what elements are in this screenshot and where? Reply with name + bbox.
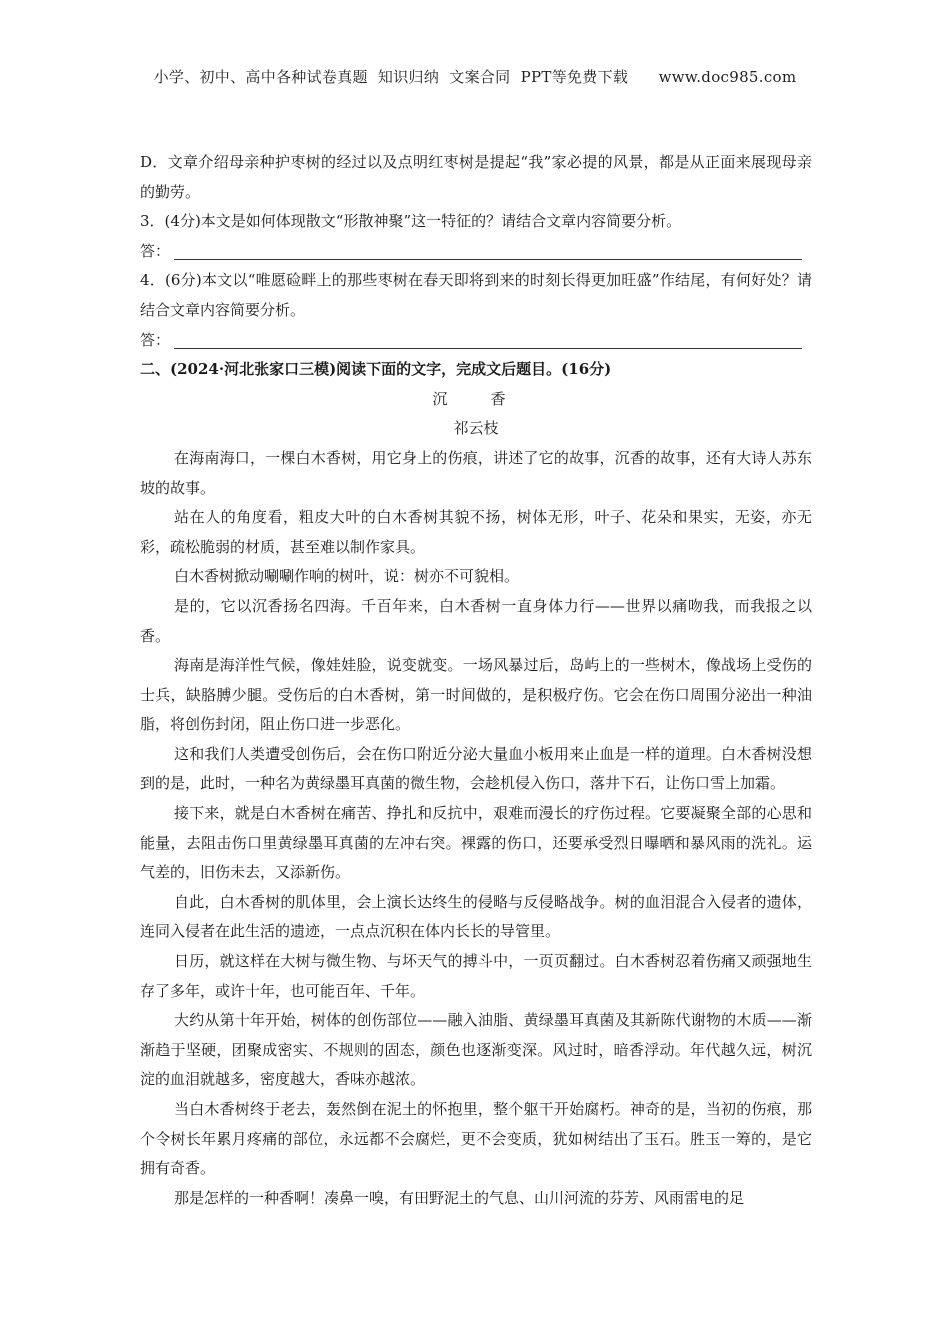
answer-rule <box>174 332 802 349</box>
article-paragraph: 白木香树掀动唰唰作响的树叶，说：树亦不可貌相。 <box>174 567 520 586</box>
page-header: 小学、初中、高中各种试卷真题 知识归纳 文案合同 PPT等免费下载 www.doc985.com <box>153 68 797 86</box>
article-paragraph: 在海南海口，一棵白木香树，用它身上的伤痕，讲述了它的故事，沉香的故事，还有大诗人苏东坡的故事。 <box>140 448 812 497</box>
article-title: 沉 香 <box>432 389 520 408</box>
document-body <box>140 148 812 1213</box>
article-paragraph: 接下来，就是白木香树在痛苦、挣扎和反抗中，艰难而漫长的疗伤过程。它要凝聚全部的心思和能量，去阻击伤口里黄绿墨耳真菌的左冲右突。裸露的伤口，还要承受烈日曝晒和暴风雨的洗礼。运气差的，旧伤未去，又添新伤。 <box>140 804 812 882</box>
article-paragraph: 当白木香树终于老去，轰然倒在泥土的怀抱里，整个躯干开始腐朽。神奇的是，当初的伤痕，那个令树长年累月疼痛的部位，永远都不会腐烂，更不会变质，犹如树结出了玉石。胜玉一筹的，是它拥有奇香。 <box>140 1100 812 1178</box>
section-heading: 二、(2024·河北张家口三模)阅读下面的文字，完成文后题目。(16分) <box>140 360 612 379</box>
article-paragraph: 是的，它以沉香扬名四海。千百年来，白木香树一直身体力行——世界以痛吻我，而我报之以香。 <box>140 596 812 645</box>
article-paragraph: 这和我们人类遭受创伤后，会在伤口附近分泌大量血小板用来止血是一样的道理。白木香树没想到的是，此时，一种名为黄绿墨耳真菌的微生物，会趁机侵入伤口，落井下石，让伤口雪上加霜。 <box>140 744 812 793</box>
answer-rule <box>174 243 802 260</box>
answer-label: 答： <box>140 330 171 349</box>
article-paragraph: 站在人的角度看，粗皮大叶的白木香树其貌不扬，树体无形，叶子、花朵和果实，无姿，亦无彩，疏松脆弱的材质，甚至难以制作家具。 <box>140 508 812 556</box>
answer-line-4 <box>140 326 812 356</box>
answer-label: 答： <box>140 241 171 260</box>
answer-line-3 <box>140 237 812 267</box>
article-author: 祁云枝 <box>453 419 499 438</box>
question-option-d: D．文章介绍母亲种护枣树的经过以及点明红枣树是提起“我”家必提的风景，都是从正面来展现母亲的勤劳。 <box>140 153 812 201</box>
question-3: 3．(4分)本文是如何体现散文“形散神聚”这一特征的？请结合文章内容简要分析。 <box>140 212 682 231</box>
article-paragraph: 日历，就这样在大树与微生物、与坏天气的搏斗中，一页页翻过。白木香树忍着伤痛又顽强地生存了多年，或许十年，也可能百年、千年。 <box>140 952 812 1000</box>
article-paragraph: 大约从第十年开始，树体的创伤部位——融入油脂、黄绿墨耳真菌及其新陈代谢物的木质——渐渐趋于坚硬，团聚成密实、不规则的固态，颜色也逐渐变深。风过时，暗香浮动。年代越久远，树沉淀的血泪就越多，密度越大，香味亦越浓。 <box>140 1011 812 1089</box>
article-paragraph: 自此，白木香树的肌体里，会上演长达终生的侵略与反侵略战争。树的血泪混合入侵者的遗体，连同入侵者在此生活的遗迹，一点点沉积在体内长长的导管里。 <box>140 892 812 941</box>
article-paragraph: 那是怎样的一种香啊！凑鼻一嗅，有田野泥土的气息、山川河流的芬芳、风雨雷电的足 <box>174 1188 745 1207</box>
question-4: 4．(6分)本文以“唯愿硷畔上的那些枣树在春天即将到来的时刻长得更加旺盛”作结尾，有何好处？请结合文章内容简要分析。 <box>140 271 812 319</box>
article-paragraph: 海南是海洋性气候，像娃娃脸，说变就变。一场风暴过后，岛屿上的一些树木，像战场上受伤的士兵，缺胳膊少腿。受伤后的白木香树，第一时间做的，是积极疗伤。它会在伤口周围分泌出一种油脂，将创伤封闭，阻止伤口进一步恶化。 <box>140 656 812 734</box>
